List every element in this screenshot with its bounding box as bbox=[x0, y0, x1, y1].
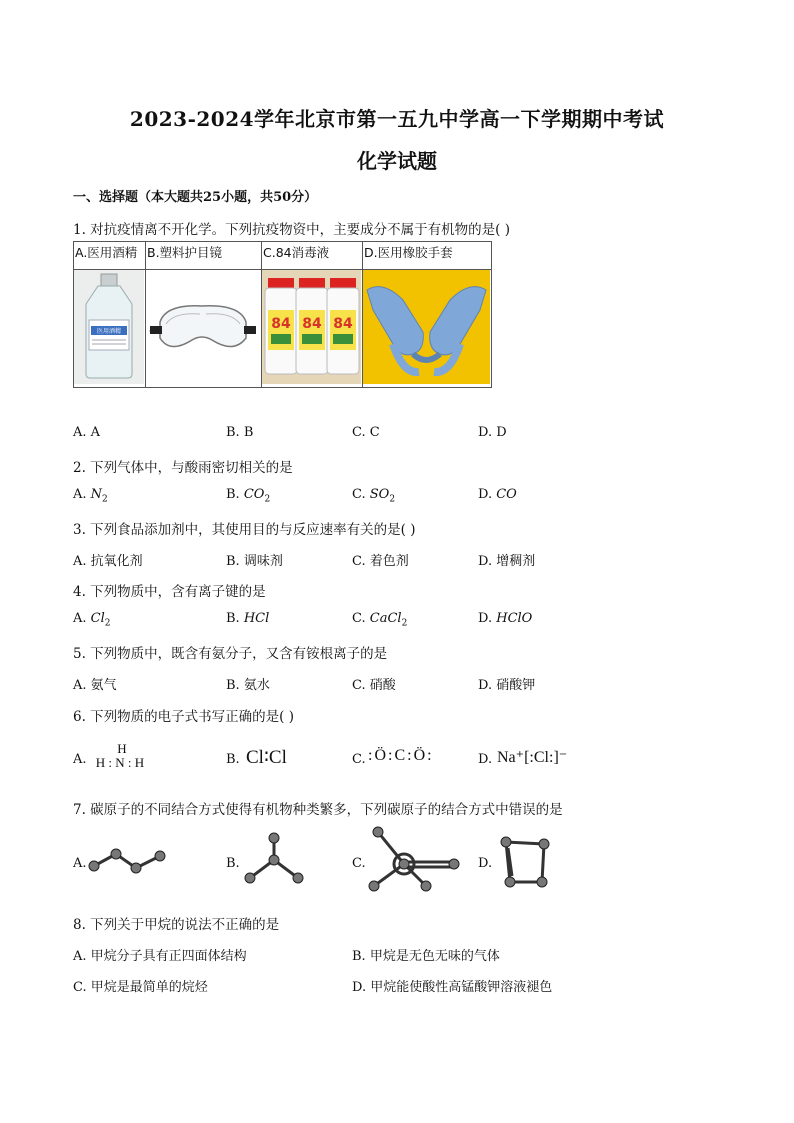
q7-ring-model-d bbox=[490, 830, 560, 894]
q4-option-a[interactable]: A. $Cl_2$ bbox=[73, 611, 111, 629]
q7-option-c-letter[interactable]: C. bbox=[352, 856, 366, 871]
question-8-stem: 8. 下列关于甲烷的说法不正确的是 bbox=[73, 917, 280, 933]
question-6-stem: 6. 下列物质的电子式书写正确的是( ) bbox=[73, 709, 294, 725]
q6-formula-a: H H : N : H bbox=[95, 741, 145, 770]
q8-option-c[interactable]: C. 甲烷是最简单的烷烃 bbox=[73, 980, 208, 995]
q3-option-b[interactable]: B. 调味剂 bbox=[226, 554, 283, 569]
q7-multibond-model-c bbox=[364, 826, 464, 894]
table-header-b: B.塑料护目镜 bbox=[146, 242, 262, 270]
q7-chain-model-a bbox=[86, 842, 170, 878]
svg-text:84: 84 bbox=[333, 316, 353, 332]
q7-option-b-letter[interactable]: B. bbox=[226, 856, 240, 871]
q8-option-a[interactable]: A. 甲烷分子具有正四面体结构 bbox=[73, 949, 247, 964]
question-1-stem: 1. 对抗疫情离不开化学。下列抗疫物资中，主要成分不属于有机物的是( ) bbox=[73, 222, 510, 238]
q1-option-a[interactable]: A. A bbox=[73, 425, 101, 440]
q7-branched-model-b bbox=[240, 830, 310, 890]
q2-option-a[interactable]: A. $N_2$ bbox=[73, 487, 108, 505]
disinfectant-bottles-image bbox=[262, 270, 363, 388]
table-header-d: D.医用橡胶手套 bbox=[363, 242, 492, 270]
question-3-stem: 3. 下列食品添加剂中，其使用目的与反应速率有关的是( ) bbox=[73, 522, 416, 538]
rubber-gloves-image bbox=[363, 270, 492, 388]
q2-option-d[interactable]: D. CO bbox=[478, 487, 517, 502]
svg-text:84: 84 bbox=[302, 316, 322, 332]
section-heading: 一、选择题（本大题共25小题，共50分） bbox=[73, 190, 318, 205]
exam-subtitle: 化学试题 bbox=[357, 149, 437, 173]
q5-option-b[interactable]: B. 氨水 bbox=[226, 678, 270, 693]
q6-option-c-letter[interactable]: C. bbox=[352, 752, 366, 767]
table-header-c: C.84消毒液 bbox=[262, 242, 363, 270]
table-header-a: A.医用酒精 bbox=[74, 242, 146, 270]
q1-option-d[interactable]: D. D bbox=[478, 425, 507, 440]
q6-option-a-letter[interactable]: A. bbox=[73, 752, 87, 767]
q6-formula-c: :Ö:C:Ö: bbox=[368, 747, 434, 764]
exam-title: 2023-2024学年北京市第一五九中学高一下学期期中考试 bbox=[129, 107, 665, 131]
q6-formula-b: Cl∶Cl bbox=[246, 747, 287, 768]
question-4-stem: 4. 下列物质中，含有离子键的是 bbox=[73, 584, 266, 600]
q3-option-d[interactable]: D. 增稠剂 bbox=[478, 554, 536, 569]
question-5-stem: 5. 下列物质中，既含有氨分子，又含有铵根离子的是 bbox=[73, 646, 388, 662]
goggles-image bbox=[146, 270, 262, 388]
q7-option-d-letter[interactable]: D. bbox=[478, 856, 493, 871]
q5-option-c[interactable]: C. 硝酸 bbox=[352, 678, 396, 693]
q3-option-c[interactable]: C. 着色剂 bbox=[352, 554, 409, 569]
svg-text:84: 84 bbox=[271, 316, 291, 332]
q5-option-d[interactable]: D. 硝酸钾 bbox=[478, 678, 536, 693]
q7-option-a-letter[interactable]: A. bbox=[73, 856, 87, 871]
q6-option-b-letter[interactable]: B. bbox=[226, 752, 240, 767]
q4-option-b[interactable]: B. HCl bbox=[226, 611, 270, 626]
q2-option-b[interactable]: B. $CO_2$ bbox=[226, 487, 271, 505]
q1-option-b[interactable]: B. B bbox=[226, 425, 254, 440]
alcohol-bottle-image bbox=[74, 270, 146, 388]
q6-option-d-letter[interactable]: D. bbox=[478, 752, 493, 767]
q1-option-c[interactable]: C. C bbox=[352, 425, 380, 440]
q8-option-d[interactable]: D. 甲烷能使酸性高锰酸钾溶液褪色 bbox=[352, 980, 553, 995]
bottle-label-text: 医用酒精 bbox=[96, 328, 122, 335]
q5-option-a[interactable]: A. 氨气 bbox=[73, 678, 117, 693]
q4-option-c[interactable]: C. CaCl$_2$ bbox=[352, 611, 408, 629]
question-2-stem: 2. 下列气体中，与酸雨密切相关的是 bbox=[73, 460, 293, 476]
q3-option-a[interactable]: A. 抗氧化剂 bbox=[73, 554, 143, 569]
question-1-table bbox=[73, 241, 492, 388]
q2-option-c[interactable]: C. $SO_2$ bbox=[352, 487, 396, 505]
question-7-stem: 7. 碳原子的不同结合方式使得有机物种类繁多，下列碳原子的结合方式中错误的是 bbox=[73, 802, 563, 818]
q6-formula-d: Na⁺[:Cl:]⁻ bbox=[497, 749, 568, 766]
q4-option-d[interactable]: D. HClO bbox=[478, 611, 533, 626]
q8-option-b[interactable]: B. 甲烷是无色无味的气体 bbox=[352, 949, 500, 964]
